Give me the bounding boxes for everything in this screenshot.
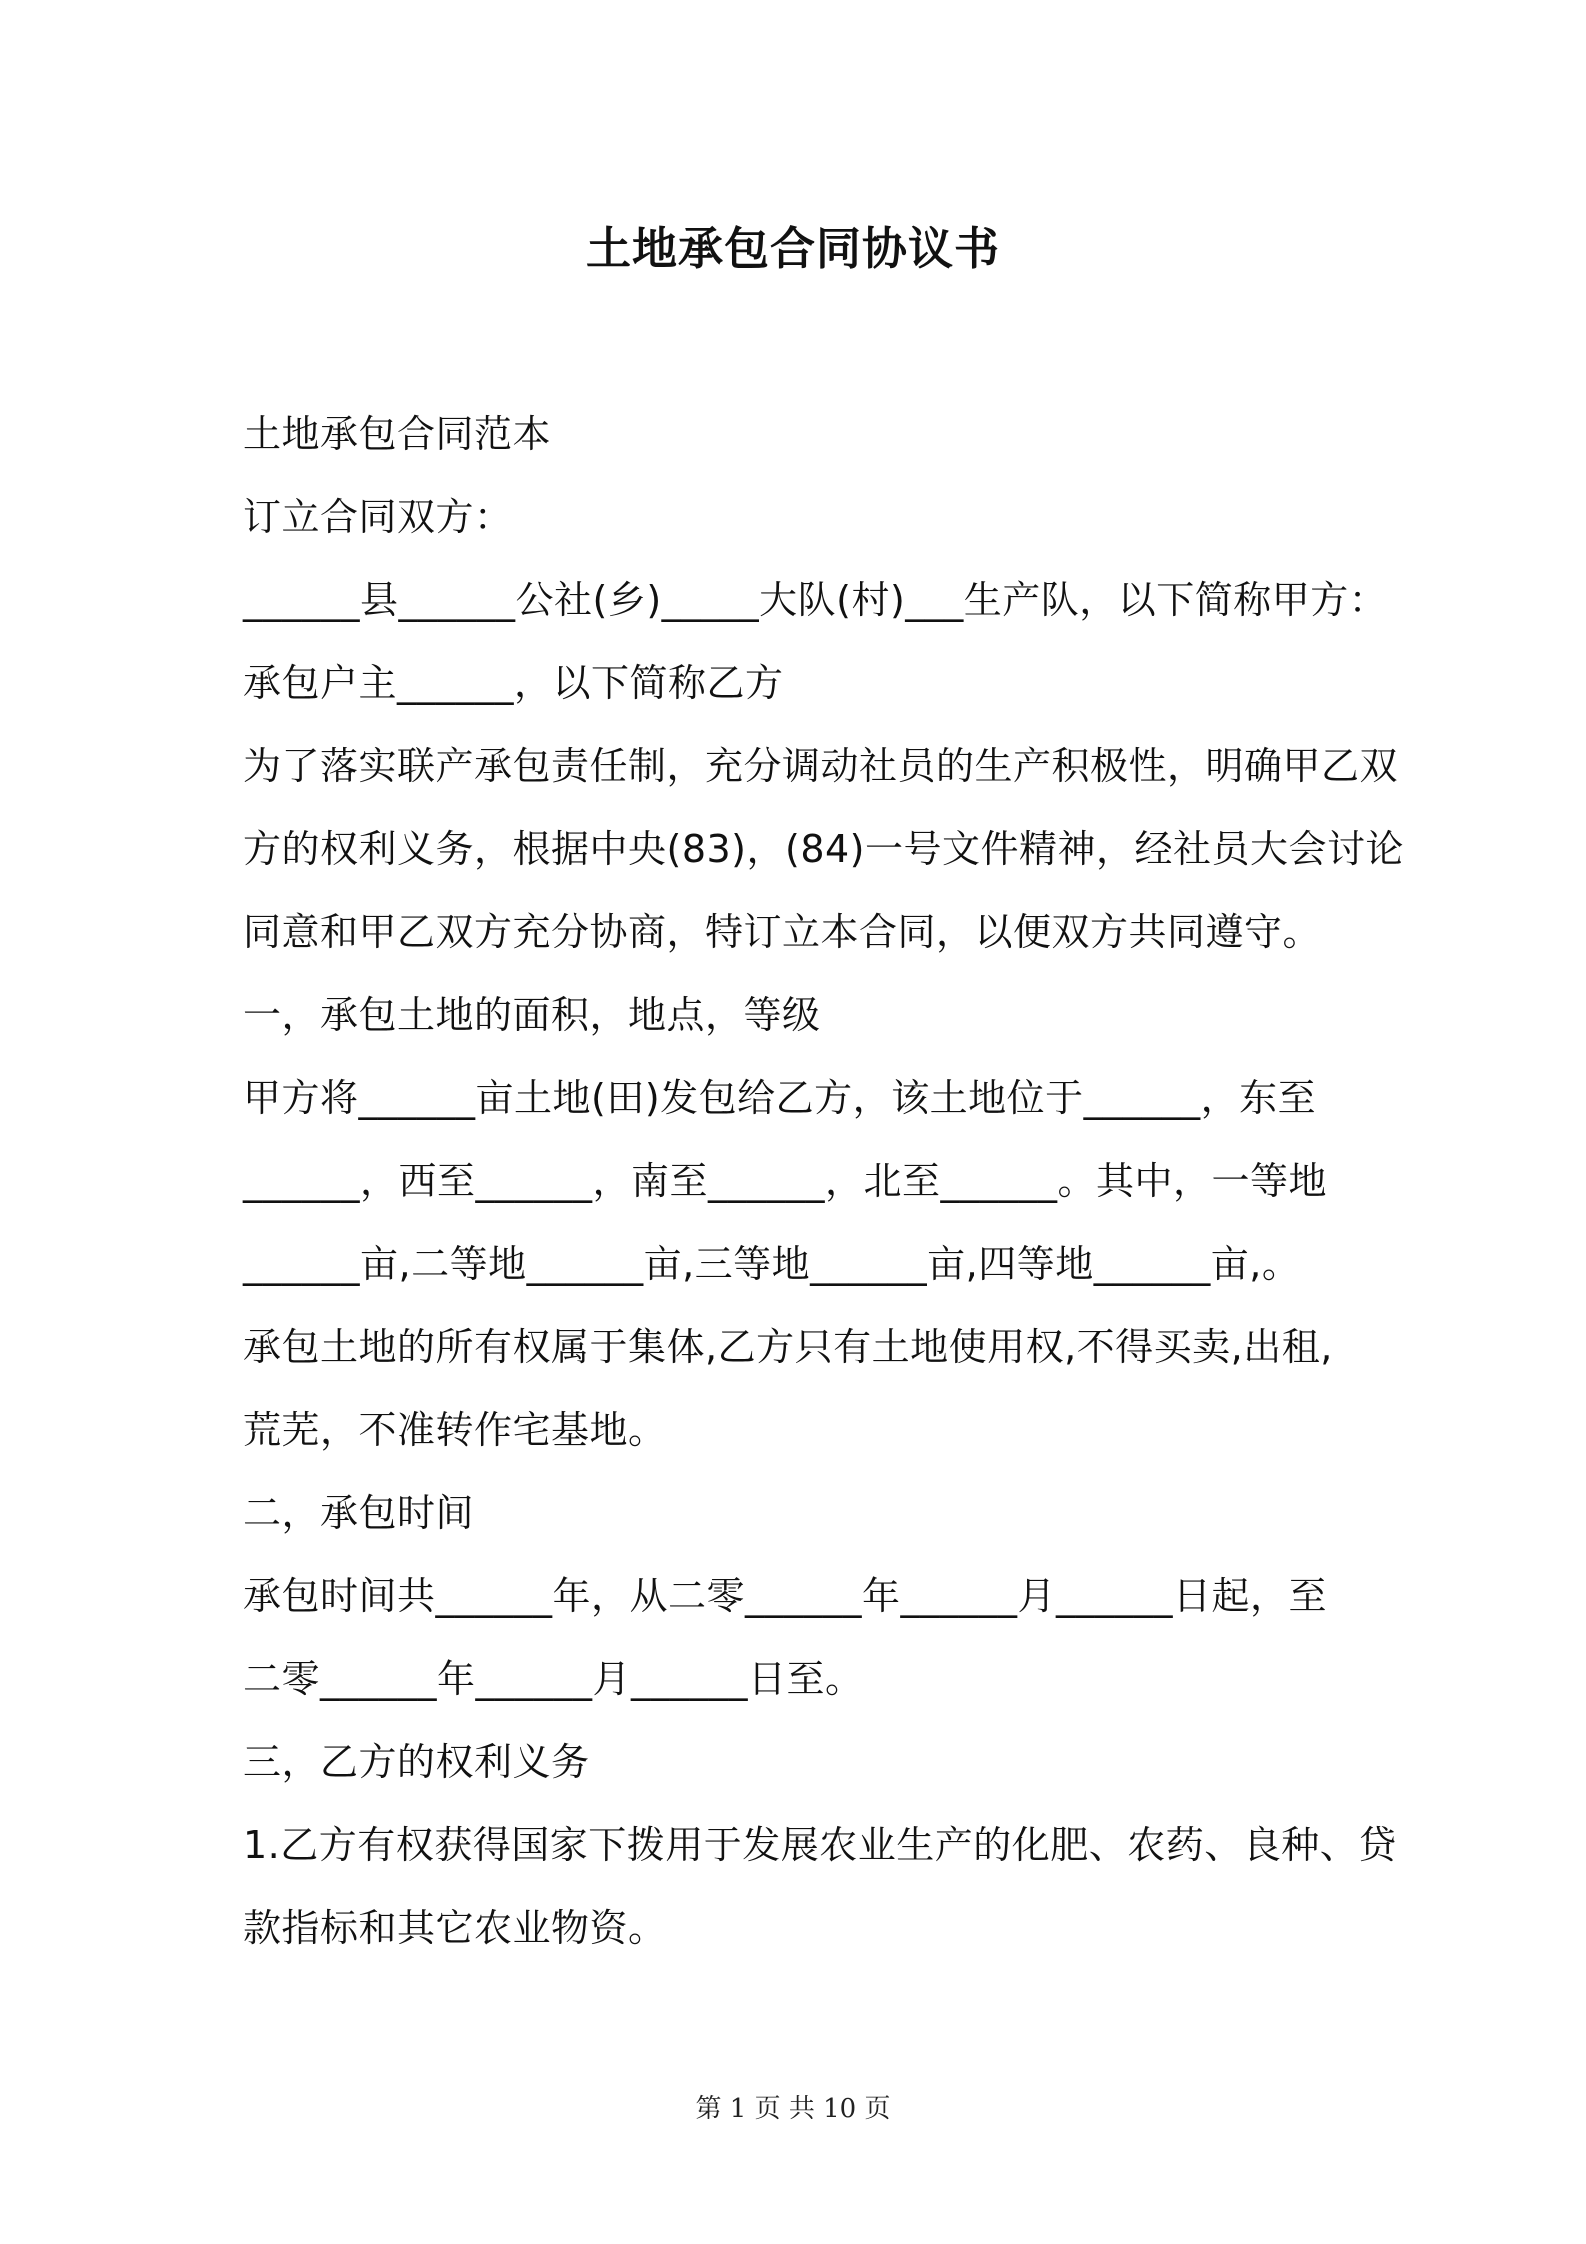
- paragraph-line: 同意和甲乙双方充分协商，特订立本合同，以便双方共同遵守。: [243, 910, 1322, 954]
- page-number: 第 1 页 共 10 页: [695, 2094, 891, 2124]
- paragraph-line: 1.乙方有权获得国家下拨用于发展农业生产的化肥、农药、良种、贷: [243, 1823, 1397, 1867]
- paragraph-line: 承包户主______，以下简称乙方: [243, 661, 784, 705]
- paragraph-line: 甲方将______亩土地(田)发包给乙方，该土地位于______，东至: [243, 1076, 1317, 1120]
- paragraph-line: 款指标和其它农业物资。: [243, 1906, 667, 1950]
- paragraph-line: ______县______公社(乡)_____大队(村)___生产队，以下简称甲方：: [243, 578, 1388, 622]
- document-title: 土地承包合同协议书: [585, 222, 1000, 275]
- paragraph-line: 订立合同双方：: [243, 495, 513, 539]
- section-heading: 一，承包土地的面积，地点，等级: [243, 993, 821, 1037]
- section-heading: 土地承包合同范本: [243, 412, 552, 456]
- section-heading: 三，乙方的权利义务: [243, 1740, 590, 1784]
- paragraph-line: 承包时间共______年，从二零______年______月______日起，至: [243, 1574, 1328, 1618]
- paragraph-line: ______亩,二等地______亩,三等地______亩,四等地______亩,。: [243, 1242, 1301, 1286]
- paragraph-line: 为了落实联产承包责任制，充分调动社员的生产积极性，明确甲乙双: [243, 744, 1399, 788]
- paragraph-line: 承包土地的所有权属于集体,乙方只有土地使用权,不得买卖,出租,: [243, 1325, 1333, 1369]
- paragraph-line: ______，西至______，南至______，北至______。其中，一等地: [243, 1159, 1328, 1203]
- paragraph-line: 二零______年______月______日至。: [243, 1657, 864, 1701]
- paragraph-line: 荒芜，不准转作宅基地。: [243, 1408, 667, 1452]
- section-heading: 二，承包时间: [243, 1491, 475, 1535]
- paragraph-line: 方的权利义务，根据中央(83)，(84)一号文件精神，经社员大会讨论: [243, 827, 1405, 871]
